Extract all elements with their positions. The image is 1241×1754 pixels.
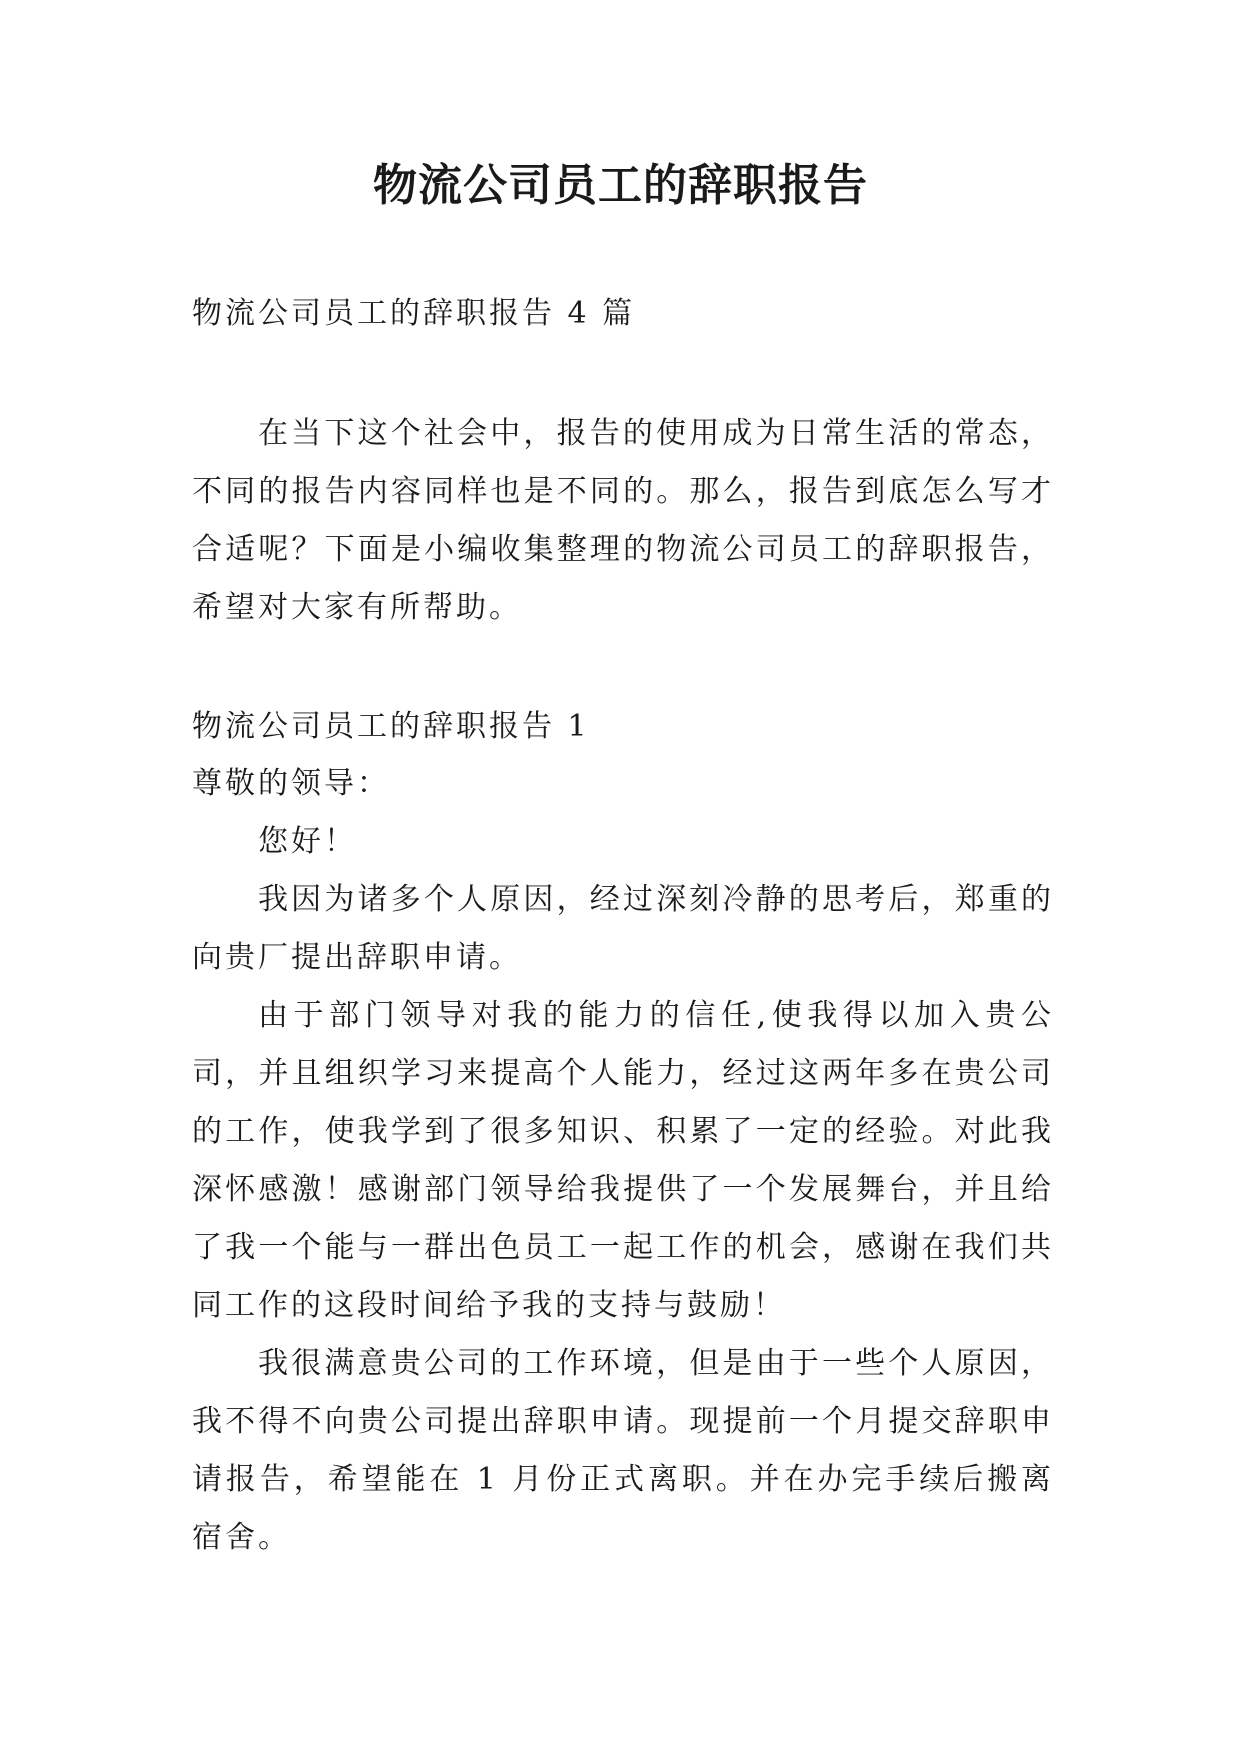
greeting: 您好！ [258, 824, 357, 859]
body-paragraph: 由于部门领导对我的能力的信任,使我得以加入贵公司，并且组织学习来提高个人能力，经过这两年多在贵公司的工作，使我学到了很多知识、积累了一定的经验。对此我深怀感激！感谢部门领导给我提供了一个发展舞台，并且给了我一个能与一群出色员工一起工作的机会，感谢在我们共同工作的这段时间给予我的支持与鼓励！ [192, 998, 1054, 1323]
intro-paragraph: 在当下这个社会中，报告的使用成为日常生活的常态，不同的报告内容同样也是不同的。那么，报告到底怎么写才合适呢？下面是小编收集整理的物流公司员工的辞职报告，希望对大家有所帮助。 [192, 416, 1054, 625]
body-paragraph: 我很满意贵公司的工作环境，但是由于一些个人原因，我不得不向贵公司提出辞职申请。现提前一个月提交辞职申请报告，希望能在 1 月份正式离职。并在办完手续后搬离宿舍。 [192, 1346, 1054, 1555]
section-1 [192, 698, 1054, 1567]
document-title: 物流公司员工的辞职报告 [373, 160, 868, 211]
salutation: 尊敬的领导： [192, 766, 390, 801]
document-subtitle: 物流公司员工的辞职报告 4 篇 [192, 296, 636, 331]
body-paragraph: 我因为诸多个人原因，经过深刻冷静的思考后，郑重的向贵厂提出辞职申请。 [192, 882, 1054, 975]
section-heading: 物流公司员工的辞职报告 1 [192, 709, 590, 744]
